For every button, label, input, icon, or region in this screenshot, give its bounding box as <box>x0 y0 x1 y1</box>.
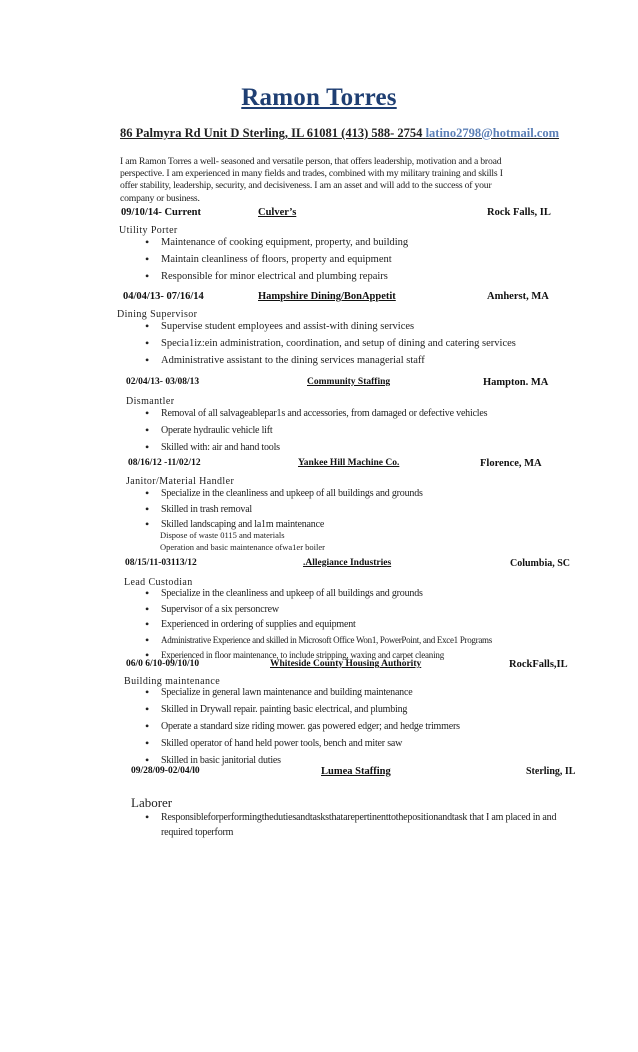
list-item: • Administrative Experience and skilled in Microsoft Office Won1, PowerPoint, and Exce1 Programs <box>145 633 492 649</box>
job-dates: 08/15/11-03113/12 <box>125 558 197 568</box>
job-company: Hampshire Dining/BonAppetit <box>258 291 396 302</box>
job-dates: 02/04/13- 03/08/13 <box>126 377 200 387</box>
job-bullets <box>145 318 516 369</box>
job-bullets <box>145 486 423 533</box>
job-role: Laborer <box>131 795 173 810</box>
list-item: • Supervise student employees and assist-with dining services <box>145 318 516 335</box>
job-dates: 09/10/14- Current <box>121 207 202 218</box>
list-item: • Experienced in floor maintenance, to include stripping, waxing and carpet cleaning <box>145 648 492 664</box>
list-item: • Maintenance of cooking equipment, property, and building <box>145 234 408 251</box>
list-item: • Operate hydraulic vehicle lift <box>145 422 487 439</box>
job-company: Culver’s <box>258 207 297 218</box>
job-location: Florence, MA <box>480 458 542 469</box>
job-role: Building maintenance <box>124 676 221 687</box>
list-item: • Specia1iz:ein administration, coordination, and setup of dining and catering services <box>145 335 516 352</box>
job-role: Utility Porter <box>119 225 178 236</box>
job-dates: 09/28/09-02/04/l0 <box>131 766 200 776</box>
job-note: Operation and basic maintenance ofwa1er boiler <box>160 542 325 552</box>
list-item: • Skilled in Drywall repair. painting basic electrical, and plumbing <box>145 701 460 718</box>
list-item: • Skilled landscaping and la1m maintenance <box>145 517 423 533</box>
list-item: • Removal of all salvageablepar1s and accessories, from damaged or defective vehicles <box>145 405 487 422</box>
job-location: Rock Falls, IL <box>487 207 551 218</box>
job-role: Janitor/Material Handler <box>126 476 235 487</box>
job-note: Dispose of waste 0115 and materials <box>160 530 285 540</box>
list-item: • Administrative assistant to the dining services managerial staff <box>145 352 516 369</box>
job-company: Whiteside County Housing Authority <box>270 659 422 669</box>
job-company: Community Staffing <box>307 377 391 387</box>
resume-name: Ramon Torres <box>241 84 397 111</box>
list-item: • Skilled operator of hand held power tools, bench and miter saw <box>145 735 460 752</box>
job-bullets <box>145 684 460 769</box>
job-bullets <box>145 405 487 456</box>
job-role: Dismantler <box>126 396 175 407</box>
list-item: • Specialize in the cleanliness and upkeep of all buildings and grounds <box>145 486 423 502</box>
job-dates: 04/04/13- 07/16/14 <box>123 291 204 302</box>
job-location: Sterling, IL <box>526 766 576 777</box>
job-company: .Allegiance Industries <box>303 558 392 568</box>
address: 86 Palmyra Rd Unit D Sterling, IL 61081 (413) 588- 2754 <box>120 126 423 140</box>
job-location: Columbia, SC <box>510 558 571 569</box>
list-item: • Supervisor of a six personcrew <box>145 602 492 618</box>
list-item: • Maintain cleanliness of floors, property and equipment <box>145 251 408 268</box>
list-item: • Specialize in general lawn maintenance and building maintenance <box>145 684 460 701</box>
list-item: • Skilled in trash removal <box>145 502 423 518</box>
list-item: • Responsibleforperformingthedutiesandtasksthatarepertinenttothepositionandtask that I am placed in and required toperform <box>145 810 581 840</box>
job-company: Lumea Staffing <box>321 766 391 777</box>
job-bullets <box>145 234 408 285</box>
job-role: Lead Custodian <box>124 577 193 588</box>
job-dates: 08/16/12 -11/02/12 <box>128 458 201 468</box>
list-item: • Skilled in basic janitorial duties <box>145 752 460 769</box>
job-location: RockFalls,IL <box>509 659 568 670</box>
job-role: Dining Supervisor <box>117 309 198 320</box>
summary-paragraph: I am Ramon Torres a well- seasoned and versatile person, that offers leadership, motivation and a broad perspective. I am experienced in many fields and trades, combined with my military training and skills I offer stability, leadership, security, and decisiveness. I am an asset and will add to the success of your company or business. <box>120 156 503 204</box>
job-company: Yankee Hill Machine Co. <box>298 458 400 468</box>
list-item: • Specialize in the cleanliness and upkeep of all buildings and grounds <box>145 586 492 602</box>
list-item: • Experienced in ordering of supplies and equipment <box>145 617 492 633</box>
job-bullets <box>145 586 492 664</box>
job-bullets <box>145 810 581 840</box>
email-link[interactable]: latino2798@hotmail.com <box>425 126 560 140</box>
list-item: • Operate a standard size riding mower. gas powered edger; and hedge trimmers <box>145 718 460 735</box>
job-dates: 06/0 6/10-09/10/10 <box>126 659 200 669</box>
job-location: Amherst, MA <box>487 291 549 302</box>
list-item: • Responsible for minor electrical and plumbing repairs <box>145 268 408 285</box>
list-item: • Skilled with: air and hand tools <box>145 439 487 456</box>
contact-line <box>120 126 559 141</box>
job-location: Hampton. MA <box>483 377 549 388</box>
